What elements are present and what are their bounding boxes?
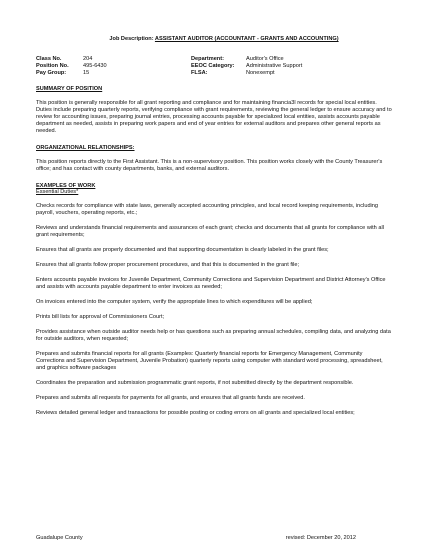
duty-item: Coordinates the preparation and submission programmatic grant reports, if not submitted directly by the department responsible.: [36, 380, 354, 386]
summary-heading: SUMMARY OF POSITION: [36, 86, 103, 92]
pay-group-label: Pay Group:: [36, 70, 67, 76]
duty-item: Reviews detailed general ledger and transactions for possible posting or coding errors on all grants and specialized local entities;: [36, 410, 355, 416]
org-heading: ORGANIZATIONAL RELATIONSHIPS:: [36, 145, 135, 151]
duty-item: Ensures that all grants follow proper procurement procedures, and that this is documented in the grant file;: [36, 262, 300, 268]
org-text: This position reports directly to the First Assistant. This is a non-supervisory position. This position works closely with the County Treasurer's office; and has contact with county departments, banks, and external auditors.: [36, 159, 383, 172]
summary-text: This position is generally responsible for all grant reporting and compliance and for maintaining financia3l records for special local entities. Duties include preparing quarterly reports, verifying compliance with grant requirements, reviewing the general ledger to ensure accuracy and to review for accounting issues, preparing journal entries, processing accounts payable for specialized local entities, assists accounts payable department as needed, assists in preparing work papers and end of year entries for external auditors and prepares other general reports as needed.: [36, 100, 392, 134]
flsa-value: Nonexempt: [246, 70, 275, 76]
flsa-label: FLSA:: [191, 70, 208, 76]
position-info-right: [191, 56, 356, 76]
essential-duties-subheading: Essential Duties*: [36, 189, 79, 195]
document-title: [56, 36, 392, 42]
duty-item: Prints bill lists for approval of Commissioners Court;: [36, 314, 165, 320]
examples-heading: EXAMPLES OF WORK: [36, 183, 96, 189]
duty-item: Provides assistance when outside auditor needs help or has questions such as preparing annual schedules, compiling data, and analyzing data for outside auditors, when requested;: [36, 329, 391, 342]
page-footer: [36, 535, 392, 541]
footer-county: Guadalupe County: [36, 535, 83, 541]
position-no-value: 495-6430: [83, 63, 107, 69]
duty-item: Prepares and submits all requests for payments for all grants, and ensures that all grants funds are received.: [36, 395, 305, 401]
duty-item: Enters accounts payable invoices for Juvenile Department, Community Corrections and Supervision Department and District Attorney's Office and assists with accounts payable department to enter invoices as needed;: [36, 277, 386, 290]
title-prefix: Job Description:: [109, 36, 154, 42]
position-info-left: [36, 56, 191, 76]
eeoc-category-value: Administrative Support: [246, 63, 303, 69]
duty-item: Ensures that all grants are properly documented and that supporting documentation is clearly labeled in the grant files;: [36, 247, 329, 253]
class-no-value: 204: [83, 56, 93, 62]
job-title: ASSISTANT AUDITOR (ACCOUNTANT - GRANTS AND ACCOUNTING): [154, 36, 339, 42]
footer-revised: revised: December 20, 2012: [285, 535, 356, 541]
eeoc-category-label: EEOC Category:: [191, 63, 235, 69]
class-no-label: Class No.: [36, 56, 62, 62]
position-no-label: Position No.: [36, 63, 69, 69]
position-info: [36, 56, 392, 76]
duty-item: Checks records for compliance with state laws, generally accepted accounting principles, and local record keeping requirements, including payroll, vouchers, operating reports, etc.;: [36, 203, 379, 216]
pay-group-value: 15: [83, 70, 90, 76]
duty-item: Prepares and submits financial reports for all grants (Examples: Quarterly financial reports for Emergency Management, Community Corrections and Supervision Department, Juvenile Probation) quarterly reports using computer with standard word processing, spreadsheet, and graphics software packages: [36, 351, 383, 371]
duty-item: Reviews and understands financial requirements and assurances of each grant; checks and documents that all grants for compliance with all grant requirements;: [36, 225, 384, 238]
duty-item: On invoices entered into the computer system, verify the appropriate lines to which expenditures will be applied;: [36, 299, 313, 305]
department-label: Department:: [191, 56, 224, 62]
department-value: Auditor's Office: [246, 56, 284, 62]
